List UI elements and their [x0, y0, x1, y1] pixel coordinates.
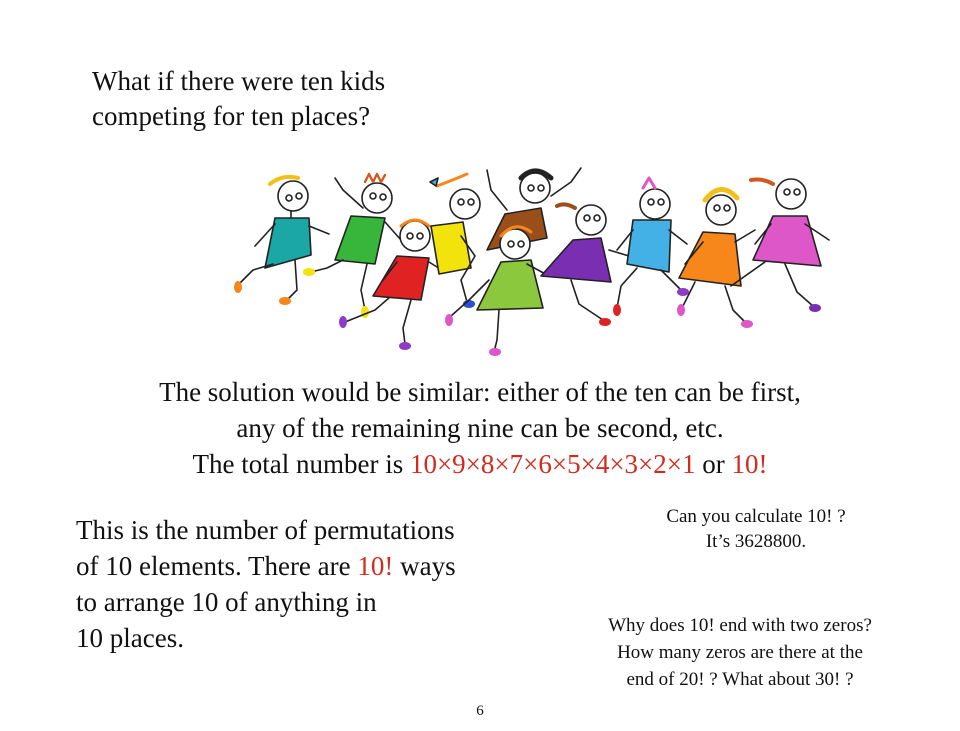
solution-line-2: any of the remaining nine can be second, etc. [236, 413, 724, 443]
calculate-question: Can you calculate 10! ? [666, 506, 846, 527]
ten-dancing-kids-drawing [225, 160, 835, 365]
or-connector: or [695, 449, 732, 479]
factorial-expression: 10! [731, 449, 768, 479]
permutations-line-2 [76, 548, 536, 584]
permutations-paragraph [76, 512, 536, 656]
permutations-factorial: 10! [357, 551, 394, 581]
solution-line-3 [80, 446, 880, 482]
permutations-line-4: 10 places. [76, 623, 184, 653]
zeros-line-1: Why does 10! end with two zeros? [608, 615, 872, 636]
title-line-1: What if there were ten kids [92, 66, 386, 96]
zeros-line-2: How many zeros are there at the [617, 642, 863, 663]
kid-1 [234, 177, 329, 305]
permutations-line-2-suffix: ways [393, 551, 456, 581]
title-line-2: competing for ten places? [92, 101, 371, 131]
calculate-answer: It’s 3628800. [705, 531, 807, 552]
product-expression: 10×9×8×7×6×5×4×3×2×1 [409, 449, 696, 479]
page-number: 6 [476, 703, 484, 719]
solution-line-1: The solution would be similar: either of the ten can be first, [159, 377, 801, 407]
zeros-line-3: end of 20! ? What about 30! ? [626, 669, 854, 690]
permutations-line-1: This is the number of permutations [76, 515, 455, 545]
permutations-line-2-prefix: of 10 elements. There are [76, 551, 358, 581]
page-title [92, 64, 385, 134]
kid-8 [613, 178, 689, 316]
zeros-question [560, 612, 920, 693]
kid-9 [677, 189, 755, 328]
solution-paragraph [80, 374, 880, 482]
permutations-line-3: to arrange 10 of anything in [76, 587, 377, 617]
kid-10 [731, 179, 829, 312]
calculate-note [620, 504, 892, 554]
kid-4 [430, 174, 480, 308]
total-number-label: The total number is [192, 449, 410, 479]
